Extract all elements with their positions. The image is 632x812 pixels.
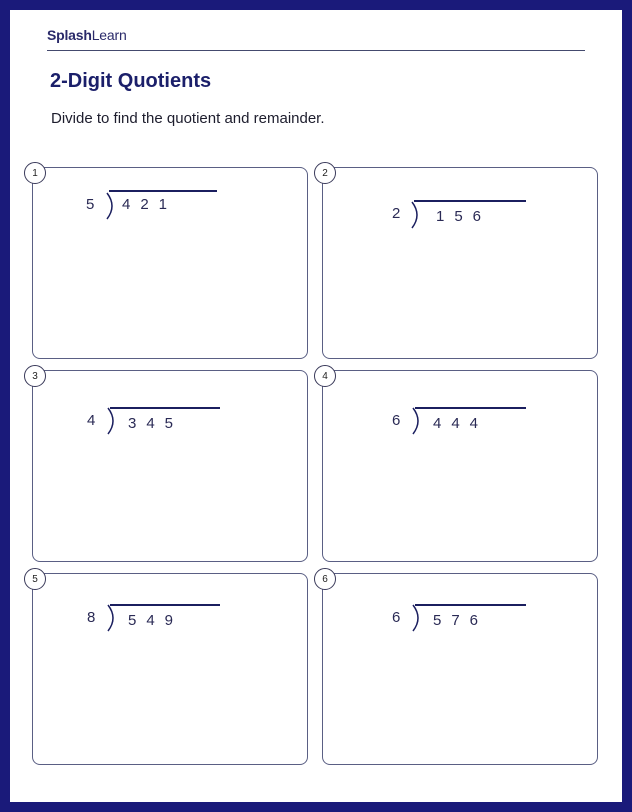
division-bracket-icon (405, 407, 429, 435)
problem-number-badge: 4 (314, 365, 336, 387)
dividend: 421 (122, 196, 178, 213)
problem-number-badge: 6 (314, 568, 336, 590)
problem-number-badge: 5 (24, 568, 46, 590)
dividend: 549 (128, 612, 184, 629)
problem-card-5 (32, 573, 308, 765)
brand-logo-bold: Splash (47, 27, 92, 43)
problem-card-1 (32, 167, 308, 359)
problem-card-6 (322, 573, 598, 765)
divisor: 5 (86, 196, 95, 213)
problem-number-badge: 1 (24, 162, 46, 184)
divisor: 2 (392, 205, 401, 222)
problem-card-2 (322, 167, 598, 359)
division-bar (109, 190, 217, 192)
division-bar (415, 604, 526, 606)
division-bar (110, 604, 220, 606)
division-bar (110, 407, 220, 409)
brand-logo-light: Learn (91, 27, 127, 43)
dividend: 345 (128, 415, 184, 432)
worksheet-page (10, 10, 622, 802)
dividend: 156 (436, 208, 492, 225)
division-bracket-icon (100, 407, 124, 435)
dividend: 576 (433, 612, 489, 629)
problem-number-badge: 2 (314, 162, 336, 184)
division-bar (415, 407, 526, 409)
worksheet-instructions: Divide to find the quotient and remainder. (51, 110, 325, 127)
division-bracket-icon (404, 201, 428, 229)
worksheet-title: 2-Digit Quotients (50, 70, 212, 92)
divisor: 6 (392, 609, 401, 626)
brand-logo (47, 27, 127, 43)
header-divider (47, 50, 585, 51)
division-bracket-icon (99, 192, 123, 220)
problem-number-badge: 3 (24, 365, 46, 387)
dividend: 444 (433, 415, 489, 432)
divisor: 8 (87, 609, 96, 626)
division-bracket-icon (405, 604, 429, 632)
problem-card-4 (322, 370, 598, 562)
problem-card-3 (32, 370, 308, 562)
divisor: 4 (87, 412, 96, 429)
division-bar (414, 200, 526, 202)
division-bracket-icon (100, 604, 124, 632)
divisor: 6 (392, 412, 401, 429)
